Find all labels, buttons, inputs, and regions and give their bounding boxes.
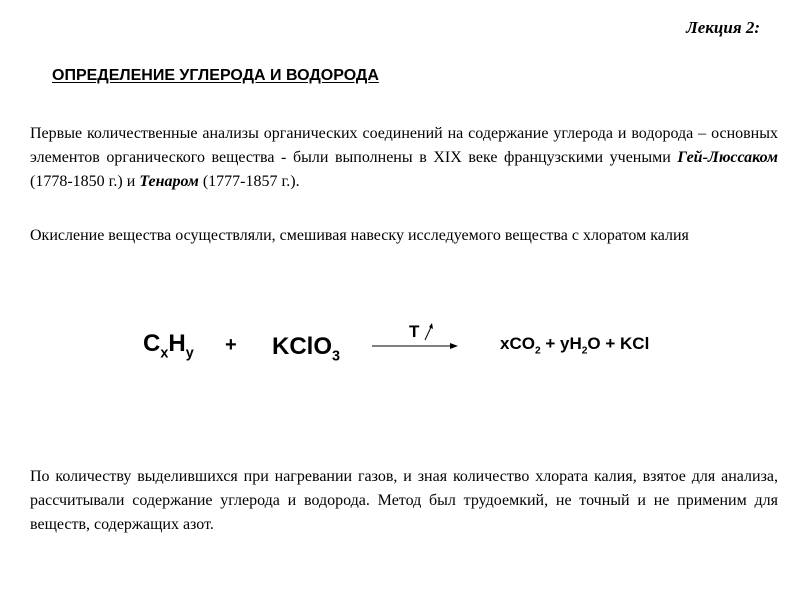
kclo3-index: 3 (332, 348, 341, 365)
hydrogen-index: y (185, 345, 194, 362)
product-h2o-prefix: + yH (540, 334, 582, 353)
carbon-symbol: C (143, 330, 161, 357)
years-gay-lussac: (1778-1850 г.) и (30, 173, 140, 190)
carbon-index: x (160, 345, 169, 362)
product-co2: xCO (500, 334, 535, 353)
lecture-label: Лекция 2: (686, 18, 760, 37)
hydrogen-symbol: H (168, 330, 186, 357)
reaction-arrow-icon (372, 339, 462, 353)
scientist-name-gay-lussac: Гей-Люссаком (677, 149, 778, 166)
equation-plus: + (225, 334, 237, 356)
reaction-condition-temperature: T (409, 322, 420, 341)
paragraph-oxidation: Окисление вещества осуществляли, смешивая навеску исследуемого вещества с хлоратом калия (30, 227, 689, 244)
paragraph-history (30, 122, 778, 194)
product-rest: O + KCl (587, 334, 650, 353)
scientist-name-thenard: Тенаром (139, 173, 199, 190)
co2-index: 2 (534, 345, 541, 357)
paragraph-history-text: Первые количественные анализы органических соединений на содержание углерода и водорода – основных элементов органического вещества - были выполнены в XIX веке французскими учеными (30, 125, 778, 166)
reaction-products (500, 334, 649, 357)
reactant-hydrocarbon (143, 330, 194, 361)
kclo3-base: KClO (272, 333, 332, 360)
years-thenard: (1777-1857 г.). (198, 173, 300, 190)
h2o-index: 2 (581, 345, 588, 357)
page-title: ОПРЕДЕЛЕНИЕ УГЛЕРОДА И ВОДОРОДА (52, 67, 379, 84)
paragraph-method-conclusion: По количеству выделившихся при нагревании газов, и зная количество хлората калия, взятое для анализа, рассчитывали содержание углерода и водорода. Метод был трудоемкий, не точный и не применим для веществ, содержащих азот. (30, 468, 778, 533)
reactant-potassium-chlorate (272, 333, 340, 364)
